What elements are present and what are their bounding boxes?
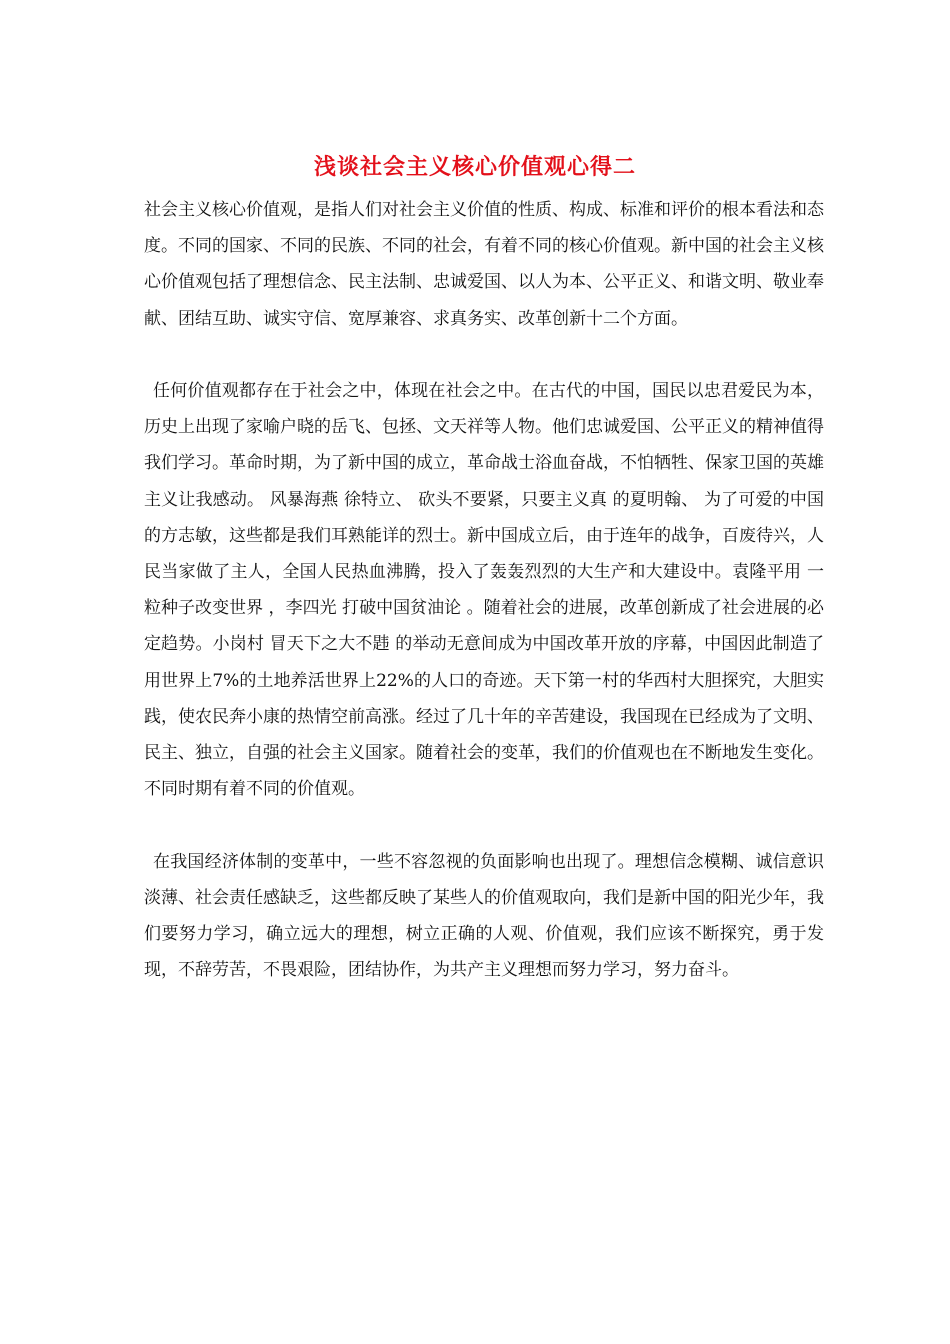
- paragraph-spacer: [144, 807, 824, 843]
- paragraph-conclusion: 在我国经济体制的变革中，一些不容忽视的负面影响也出现了。理想信念模糊、诚信意识淡薄、社会责任感缺乏，这些都反映了某些人的价值观取向，我们是新中国的阳光少年，我们要努力学习，确立远大的理想，树立正确的人观、价值观，我们应该不断探究，勇于发现，不辞劳苦，不畏艰险，团结协作，为共产主义理想而努力学习，努力奋斗。: [144, 851, 824, 981]
- paragraph-spacer: [144, 337, 824, 373]
- document-body: [144, 192, 824, 988]
- paragraph-definition: 社会主义核心价值观，是指人们对社会主义价值的性质、构成、标准和评价的根本看法和态度。不同的国家、不同的民族、不同的社会，有着不同的核心价值观。新中国的社会主义核心价值观包括了理想信念、民主法制、忠诚爱国、以人为本、公平正义、和谐文明、敬业奉献、团结互助、诚实守信、宽厚兼容、求真务实、改革创新十二个方面。: [144, 200, 824, 329]
- paragraph-history: 任何价值观都存在于社会之中，体现在社会之中。在古代的中国，国民以忠君爱民为本，历史上出现了家喻户晓的岳飞、包拯、文天祥等人物。他们忠诚爱国、公平正义的精神值得我们学习。革命时期，为了新中国的成立，革命战士浴血奋战，不怕牺牲、保家卫国的英雄主义让我感动。 风暴海燕 徐特立、 砍头不要紧，只要主义真 的夏明翰、 为了可爱的中国 的方志敏，这些都是我们耳熟能详的烈士。新中国成立后，由于连年的战争，百废待兴，人民当家做了主人，全国人民热血沸腾，投入了轰轰烈烈的大生产和大建设中。袁隆平用 一粒种子改变世界 ，李四光 打破中国贫油论 。随着社会的进展，改革创新成了社会进展的必定趋势。小岗村 冒天下之大不韪 的举动无意间成为中国改革开放的序幕，中国因此制造了用世界上7%的土地养活世界上22%的人口的奇迹。天下第一村的华西村大胆探究，大胆实践，使农民奔小康的热情空前高涨。经过了几十年的辛苦建设，我国现在已经成为了文明、民主、独立，自强的社会主义国家。随着社会的变革，我们的价值观也在不断地发生变化。不同时期有着不同的价值观。: [144, 381, 824, 800]
- document-title: 浅谈社会主义核心价值观心得二: [313, 155, 636, 180]
